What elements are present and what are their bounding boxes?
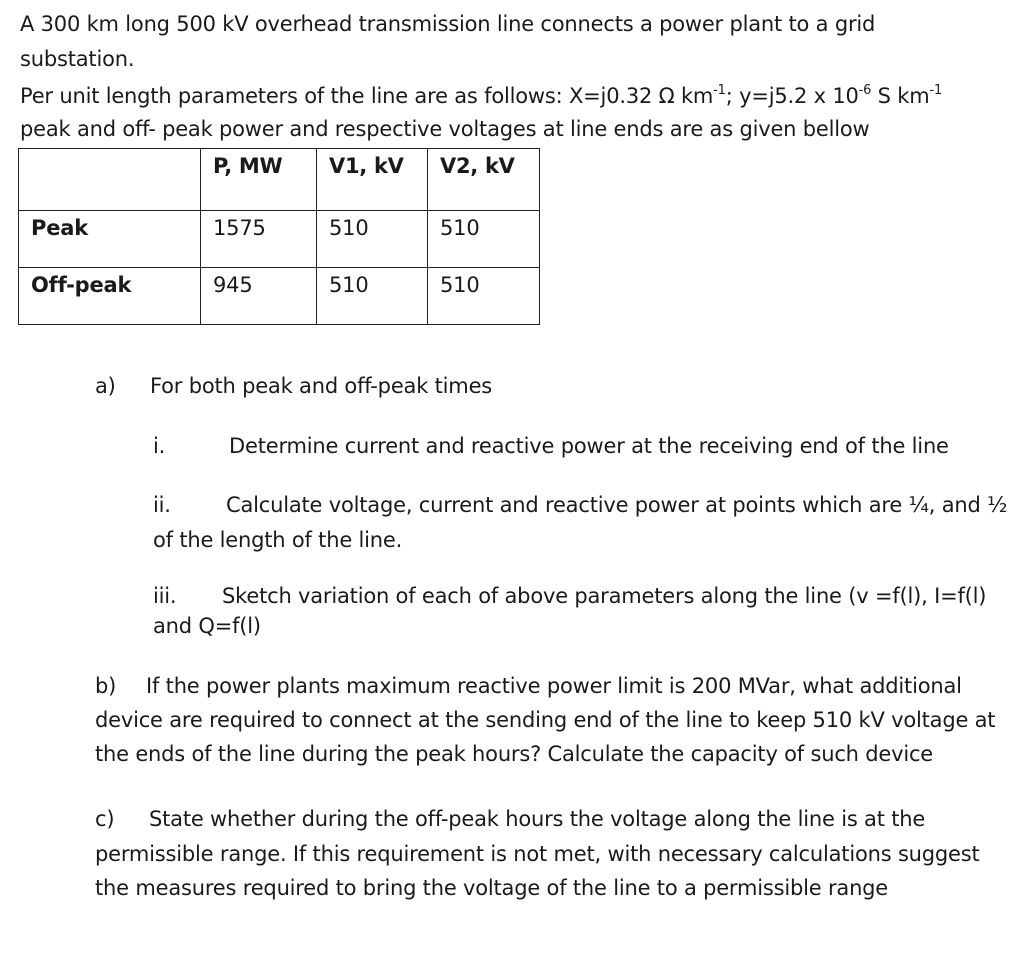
cell-peak-v2: 510 (428, 211, 540, 268)
question-a-ii-continued: of the length of the line. (153, 528, 403, 552)
question-b-line-1: If the power plants maximum reactive power limit is 200 MVar, what additional (146, 674, 962, 698)
question-a-ii-marker: ii. (153, 493, 171, 517)
question-a-i-marker: i. (153, 434, 166, 458)
question-a-i-text: Determine current and reactive power at the receiving end of the line (229, 434, 949, 458)
params-text-b: ; y=j5.2 x 10 (725, 84, 859, 108)
question-a-ii-text: Calculate voltage, current and reactive power at points which are ¼, and ½ (226, 493, 1008, 517)
question-b-line-3: the ends of the line during the peak hours? Calculate the capacity of such device (95, 742, 934, 766)
table-header-power: P, MW (201, 149, 317, 211)
question-a-iii-continued: and Q=f(l) (153, 614, 261, 638)
table-row (19, 268, 540, 325)
cell-offpeak-v2: 510 (428, 268, 540, 325)
params-sup-1: -1 (713, 83, 726, 98)
question-c-line-3: the measures required to bring the voltage of the line to a permissible range (95, 876, 889, 900)
params-sup-2: -6 (858, 83, 872, 98)
cell-offpeak-v1: 510 (317, 268, 428, 325)
question-a-iii-marker: iii. (153, 584, 177, 608)
question-a-iii-text: Sketch variation of each of above parameters along the line (v =f(l), I=f(l) (222, 584, 987, 608)
intro-line-1: A 300 km long 500 kV overhead transmission line connects a power plant to a grid (20, 12, 876, 36)
question-c-marker: c) (95, 807, 115, 831)
question-c-line-1: State whether during the off-peak hours the voltage along the line is at the (149, 807, 926, 831)
question-b-marker: b) (95, 674, 117, 698)
params-sup-3: -1 (929, 83, 943, 98)
question-a-marker: a) (95, 374, 116, 398)
intro-line-2: substation. (20, 47, 135, 71)
power-table (18, 148, 540, 325)
params-text-c: S km (871, 84, 930, 108)
params-text-a: Per unit length parameters of the line are as follows: X=j0.32 Ω km (20, 84, 714, 108)
cell-peak-power: 1575 (201, 211, 317, 268)
table-header-blank (19, 149, 201, 211)
cell-offpeak-power: 945 (201, 268, 317, 325)
table-row (19, 211, 540, 268)
table-header-v2: V2, kV (428, 149, 540, 211)
table-header-v1: V1, kV (317, 149, 428, 211)
question-b-line-2: device are required to connect at the sending end of the line to keep 510 kV voltage at (95, 708, 996, 732)
intro-parameters (20, 82, 942, 110)
intro-line-4: peak and off- peak power and respective voltages at line ends are as given bellow (20, 117, 870, 141)
table-header-row (19, 149, 540, 211)
row-label-offpeak: Off-peak (19, 268, 201, 325)
question-c-line-2: permissible range. If this requirement is not met, with necessary calculations suggest (95, 842, 980, 866)
cell-peak-v1: 510 (317, 211, 428, 268)
question-a-text: For both peak and off-peak times (150, 374, 493, 398)
row-label-peak: Peak (19, 211, 201, 268)
